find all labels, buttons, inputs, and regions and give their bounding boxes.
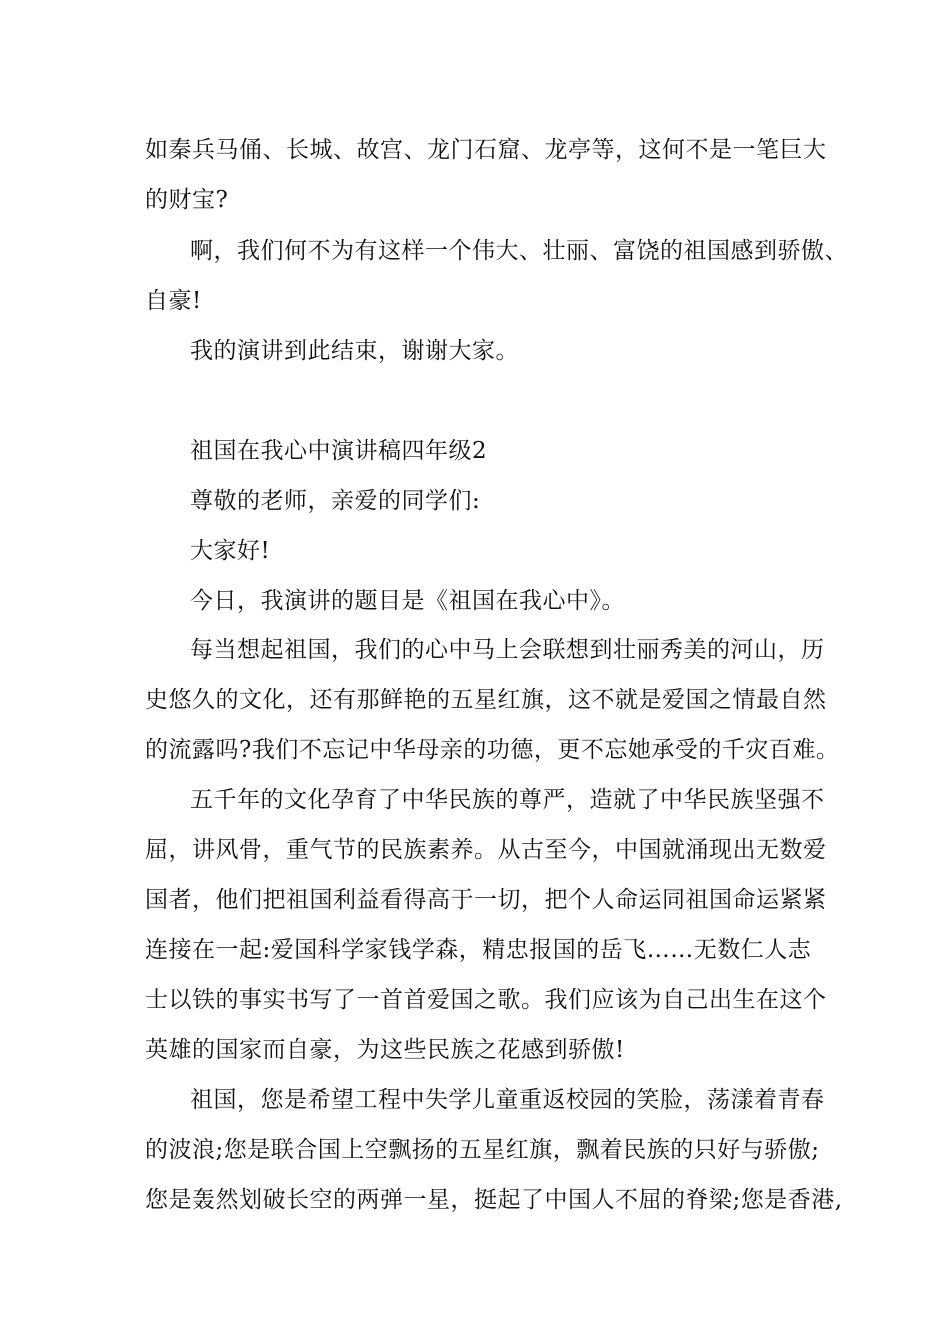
paragraph-line: 如秦兵马俑、长城、故宫、龙门石窟、龙亭等，这何不是一笔巨大	[145, 137, 827, 163]
paragraph-line: 连接在一起:爱国科学家钱学森，精忠报国的岳飞……无数仁人志	[145, 937, 812, 963]
paragraph-line: 史悠久的文化，还有那鲜艳的五星红旗，这不就是爱国之情最自然	[145, 687, 827, 713]
paragraph-line: 每当想起祖国，我们的心中马上会联想到壮丽秀美的河山，历	[190, 637, 825, 663]
paragraph-line: 五千年的文化孕育了中华民族的尊严，造就了中华民族坚强不	[190, 787, 825, 813]
paragraph-line: 您是轰然划破长空的两弹一星，挺起了中国人不屈的脊梁;您是香港,	[145, 1187, 843, 1213]
paragraph-line: 的财宝?	[145, 187, 229, 213]
paragraph-line: 的波浪;您是联合国上空飘扬的五星红旗，飘着民族的只好与骄傲;	[145, 1137, 820, 1163]
paragraph-line: 祖国，您是希望工程中失学儿童重返校园的笑脸，荡漾着青春	[190, 1087, 825, 1113]
paragraph-line: 我的演讲到此结束，谢谢大家。	[190, 338, 519, 364]
paragraph-line: 屈，讲风骨，重气节的民族素养。从古至今，中国就涌现出无数爱	[145, 837, 827, 863]
paragraph-line: 士以铁的事实书写了一首首爱国之歌。我们应该为自己出生在这个	[145, 987, 827, 1013]
greeting: 大家好!	[190, 538, 271, 564]
paragraph-line: 自豪!	[145, 288, 202, 314]
paragraph-line: 的流露吗?我们不忘记中华母亲的功德，更不忘她承受的千灾百难。	[145, 737, 840, 763]
paragraph-line: 今日，我演讲的题目是《祖国在我心中》。	[190, 588, 625, 614]
paragraph-line: 啊，我们何不为有这样一个伟大、壮丽、富饶的祖国感到骄傲、	[190, 238, 848, 264]
salutation: 尊敬的老师，亲爱的同学们:	[190, 488, 481, 514]
paragraph-line: 英雄的国家而自豪，为这些民族之花感到骄傲!	[145, 1037, 625, 1063]
section-title: 祖国在我心中演讲稿四年级2	[190, 438, 488, 464]
paragraph-line: 国者，他们把祖国利益看得高于一切，把个人命运同祖国命运紧紧	[145, 887, 827, 913]
